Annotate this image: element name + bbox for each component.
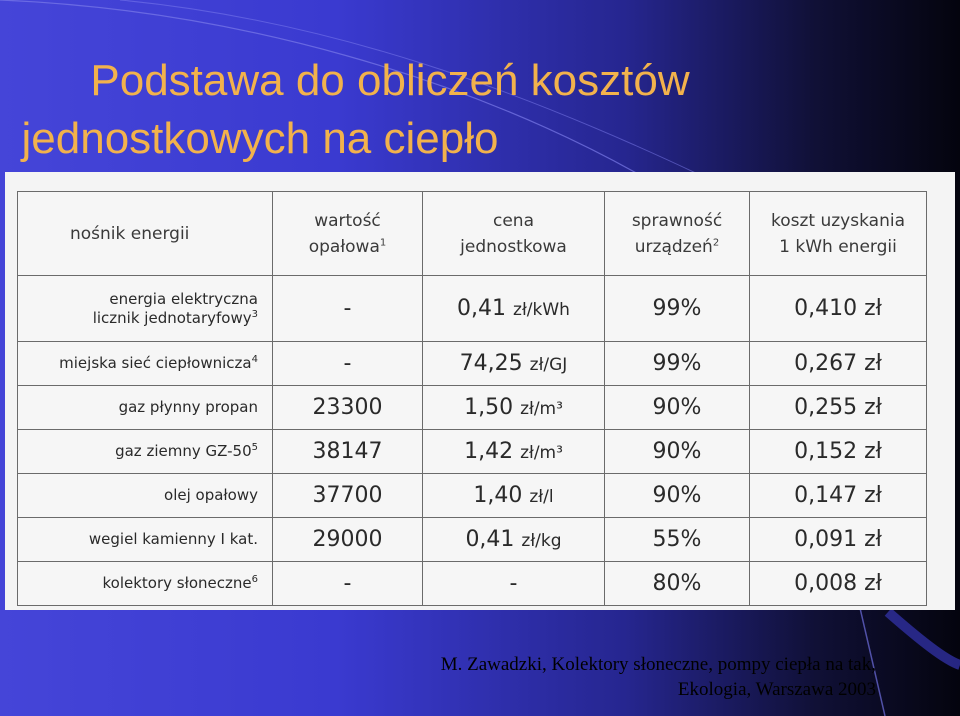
cell-efficiency: 90% (605, 386, 750, 430)
cell-unit-price: 0,41 zł/kWh (423, 276, 605, 342)
cell-unit-price: 1,40 zł/l (423, 474, 605, 518)
cell-carrier: kolektory słoneczne$^6$ (18, 562, 273, 606)
cell-cost: 0,267 zł (750, 342, 927, 386)
header-cost-per-kwh: koszt uzyskania 1 kWh energii (750, 192, 927, 276)
table-row (18, 562, 927, 606)
cell-heating-value: 23300 (273, 386, 423, 430)
cell-carrier: wegiel kamienny I kat. (18, 518, 273, 562)
source-citation (236, 652, 876, 702)
table-row (18, 474, 927, 518)
cell-efficiency: 90% (605, 430, 750, 474)
cell-cost: 0,091 zł (750, 518, 927, 562)
title-line-2: jednostkowych na ciepło (21, 114, 499, 163)
cell-efficiency: 90% (605, 474, 750, 518)
cell-unit-price: 1,42 zł/m³ (423, 430, 605, 474)
table-row (18, 342, 927, 386)
cell-efficiency: 99% (605, 342, 750, 386)
header-unit-price: cena jednostkowa (423, 192, 605, 276)
cell-cost: 0,255 zł (750, 386, 927, 430)
cell-unit-price: 1,50 zł/m³ (423, 386, 605, 430)
cell-heating-value: - (273, 562, 423, 606)
table-row (18, 518, 927, 562)
cell-cost: 0,147 zł (750, 474, 927, 518)
cell-carrier: miejska sieć ciepłownicza$^4$ (18, 342, 273, 386)
cell-carrier: gaz płynny propan (18, 386, 273, 430)
cell-unit-price: - (423, 562, 605, 606)
cell-efficiency: 55% (605, 518, 750, 562)
source-line-2: Ekologia, Warszawa 2003 (677, 679, 876, 700)
cell-carrier: gaz ziemny $GZ-50^5$ (18, 430, 273, 474)
cell-cost: 0,410 zł (750, 276, 927, 342)
table-row (18, 430, 927, 474)
table-row (18, 386, 927, 430)
cell-carrier: energia elektryczna licznik jednotaryfowy$^3$ (18, 276, 273, 342)
source-line-1: M. Zawadzki, Kolektory słoneczne, pompy ciepła na tak, (440, 654, 876, 675)
cell-unit-price: 74,25 zł/GJ (423, 342, 605, 386)
cell-heating-value: - (273, 276, 423, 342)
header-energy-carrier: nośnik energii (18, 192, 273, 276)
header-heating-value: wartość opałowa$^1$ (273, 192, 423, 276)
cell-heating-value: - (273, 342, 423, 386)
slide-title (0, 52, 960, 168)
cell-efficiency: 80% (605, 562, 750, 606)
cell-unit-price: 0,41 zł/kg (423, 518, 605, 562)
title-line-1: Podstawa do obliczeń kosztów (90, 56, 690, 105)
cell-cost: 0,008 zł (750, 562, 927, 606)
cell-efficiency: 99% (605, 276, 750, 342)
cell-cost: 0,152 zł (750, 430, 927, 474)
cell-heating-value: 29000 (273, 518, 423, 562)
cell-heating-value: 37700 (273, 474, 423, 518)
header-efficiency: sprawność urządzeń$^2$ (605, 192, 750, 276)
cell-heating-value: 38147 (273, 430, 423, 474)
cell-carrier: olej opałowy (18, 474, 273, 518)
table-row (18, 276, 927, 342)
table-header-row (18, 192, 927, 276)
energy-cost-table (17, 191, 927, 606)
